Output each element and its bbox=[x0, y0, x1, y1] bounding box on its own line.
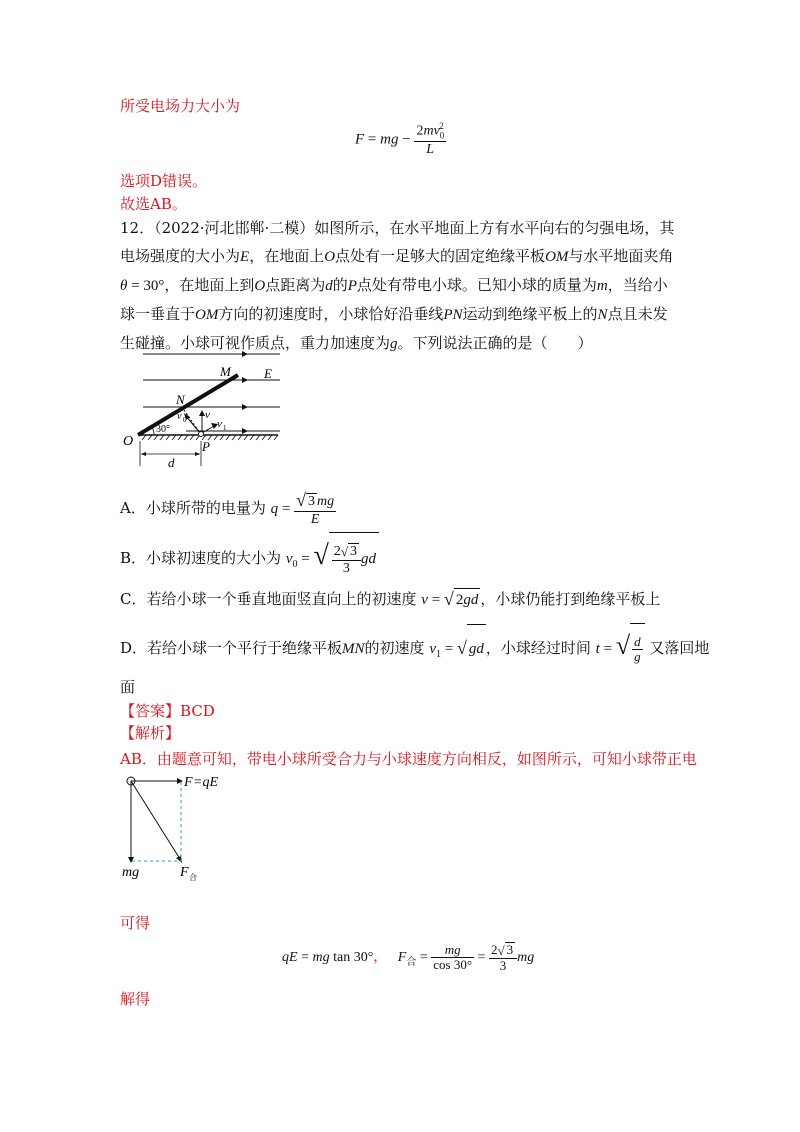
label-N: N bbox=[176, 392, 185, 407]
red-comma: ， bbox=[373, 950, 388, 966]
force-intro-text: 所受电场力大小为 bbox=[120, 97, 241, 115]
option-d-wrap: 面 bbox=[120, 678, 136, 696]
v1-arrow bbox=[202, 426, 214, 433]
label-F-resultant: F bbox=[180, 865, 189, 880]
label-v0-sub: 0 bbox=[183, 416, 187, 424]
var-O: O bbox=[254, 278, 266, 294]
analysis-label: 【解析】 bbox=[120, 724, 181, 742]
charged-ball bbox=[199, 432, 204, 437]
question-text: 点距离为 bbox=[265, 276, 326, 294]
var-d: d bbox=[325, 278, 333, 294]
label-F-resultant-sub: 合 bbox=[189, 873, 197, 882]
label-E: E bbox=[264, 366, 272, 381]
qE-formula: qE = mg tan 30°， $F_合$ = $\frac{mg}{\cos 30^\circ}$ = $\frac{2√ 3}{3}$ mg bbox=[282, 942, 535, 974]
label-v: v bbox=[205, 409, 210, 421]
label-d: d bbox=[168, 455, 175, 470]
question-text: ，在地面上 bbox=[249, 247, 325, 265]
option-c-label: C． bbox=[120, 590, 147, 608]
var-P: P bbox=[347, 278, 357, 294]
option-d-text: 若给小球一个平行于绝缘平板 bbox=[147, 639, 343, 657]
option-c[interactable] bbox=[120, 588, 660, 611]
option-d-t-formula: t = √ $\frac{d}{g}$ bbox=[596, 641, 645, 657]
option-a-text: 小球所带的电量为 bbox=[145, 499, 266, 517]
question-text: ，当给小球一垂直于 bbox=[120, 276, 668, 323]
option-d-label: D． bbox=[120, 639, 148, 657]
var-E: E bbox=[240, 249, 250, 265]
answer-value: BCD bbox=[180, 702, 215, 720]
v0-arrow bbox=[186, 416, 200, 433]
var-g: g bbox=[390, 336, 398, 352]
analysis-ab-text: AB．由题意可知，带电小球所受合力与小球速度方向相反，如图所示，可知小球带正电 bbox=[120, 750, 697, 768]
question-text: 与水平地面夹角 bbox=[568, 247, 674, 265]
option-c-tail: ，小球仍能打到绝缘平板上 bbox=[480, 590, 661, 608]
var-OM: OM bbox=[195, 307, 219, 323]
question-text: 。下列说法正确的是（ ） bbox=[397, 334, 593, 352]
option-d-mid: ，小球经过时间 bbox=[485, 639, 591, 657]
label-mg: mg bbox=[122, 865, 140, 880]
var-MN: MN bbox=[342, 641, 365, 657]
question-text: 如图所示，在水平地面上方有水平向右的匀强电场，其电场强度的大小为 bbox=[120, 219, 675, 265]
angle-arc bbox=[152, 427, 154, 435]
option-a-label: A． bbox=[120, 499, 146, 517]
option-b-text: 小球初速度的大小为 bbox=[146, 549, 282, 567]
figure-force-diagram bbox=[118, 772, 238, 884]
label-M: M bbox=[220, 364, 231, 379]
keyi-text: 可得 bbox=[120, 914, 151, 932]
option-d-wrong-text: 选项D错误。 bbox=[120, 172, 208, 190]
question-number: 12． bbox=[120, 219, 155, 237]
question-text: 点处有带电小球。已知小球的质量为 bbox=[356, 276, 597, 294]
question-text: 的 bbox=[332, 276, 348, 294]
var-N: N bbox=[597, 307, 608, 323]
option-d-v1-formula: $v_1$ = √ gd bbox=[429, 641, 486, 657]
force-formula: F = mg − $\frac{2mv_0^2}{L}$ bbox=[355, 121, 445, 158]
var-O: O bbox=[324, 249, 336, 265]
var-PN: PN bbox=[443, 307, 463, 323]
var-theta: θ bbox=[120, 278, 128, 294]
option-a[interactable] bbox=[120, 484, 336, 533]
option-d[interactable] bbox=[120, 622, 709, 679]
option-c-text: 若给小球一个垂直地面竖直向上的初速度 bbox=[146, 590, 417, 608]
option-c-formula: v = √ 2gd bbox=[421, 589, 479, 609]
option-b[interactable] bbox=[120, 532, 379, 589]
question-text: 方向的初速度时，小球恰好沿垂线 bbox=[218, 305, 444, 323]
figure-incline-field bbox=[118, 350, 288, 472]
resultant-force-arrow bbox=[131, 781, 180, 859]
question-text: ，在地面上到 bbox=[164, 276, 255, 294]
question-text: 点处有一足够大的固定绝缘平板 bbox=[335, 247, 546, 265]
question-text: 运动到绝缘平板上的 bbox=[462, 305, 598, 323]
var-OM: OM bbox=[545, 249, 569, 265]
question-12 bbox=[120, 214, 680, 358]
jiede-text: 解得 bbox=[120, 990, 151, 1008]
label-P: P bbox=[202, 439, 210, 454]
answer bbox=[120, 700, 215, 722]
label-qE: =qE bbox=[193, 775, 218, 790]
option-d-tail: 又落回地 bbox=[649, 639, 710, 657]
answer-label: 【答案】 bbox=[120, 702, 181, 720]
label-angle: 30° bbox=[156, 424, 170, 435]
question-source: （2022·河北邯郸·二模） bbox=[154, 219, 315, 237]
label-O: O bbox=[123, 434, 134, 449]
option-b-formula: $v_0$ = √ $\frac{2√ 3}{3}$ gd bbox=[286, 551, 379, 567]
question-text: 点且未发生碰撞。小球可视作质点，重力加速度为 bbox=[120, 305, 668, 352]
label-v0: v bbox=[177, 411, 182, 422]
label-F: F bbox=[184, 775, 193, 790]
var-m: m bbox=[596, 278, 608, 294]
label-v1: v bbox=[217, 418, 222, 430]
option-b-label: B． bbox=[120, 549, 147, 567]
theta-value: = 30° bbox=[127, 278, 165, 294]
option-d-text2: 的初速度 bbox=[364, 639, 425, 657]
option-a-formula: q = $\frac{√ 3 mg}{E}$ bbox=[270, 490, 335, 528]
label-v1-sub: 1 bbox=[223, 424, 227, 432]
answer-line-text: 故选AB。 bbox=[120, 195, 187, 213]
